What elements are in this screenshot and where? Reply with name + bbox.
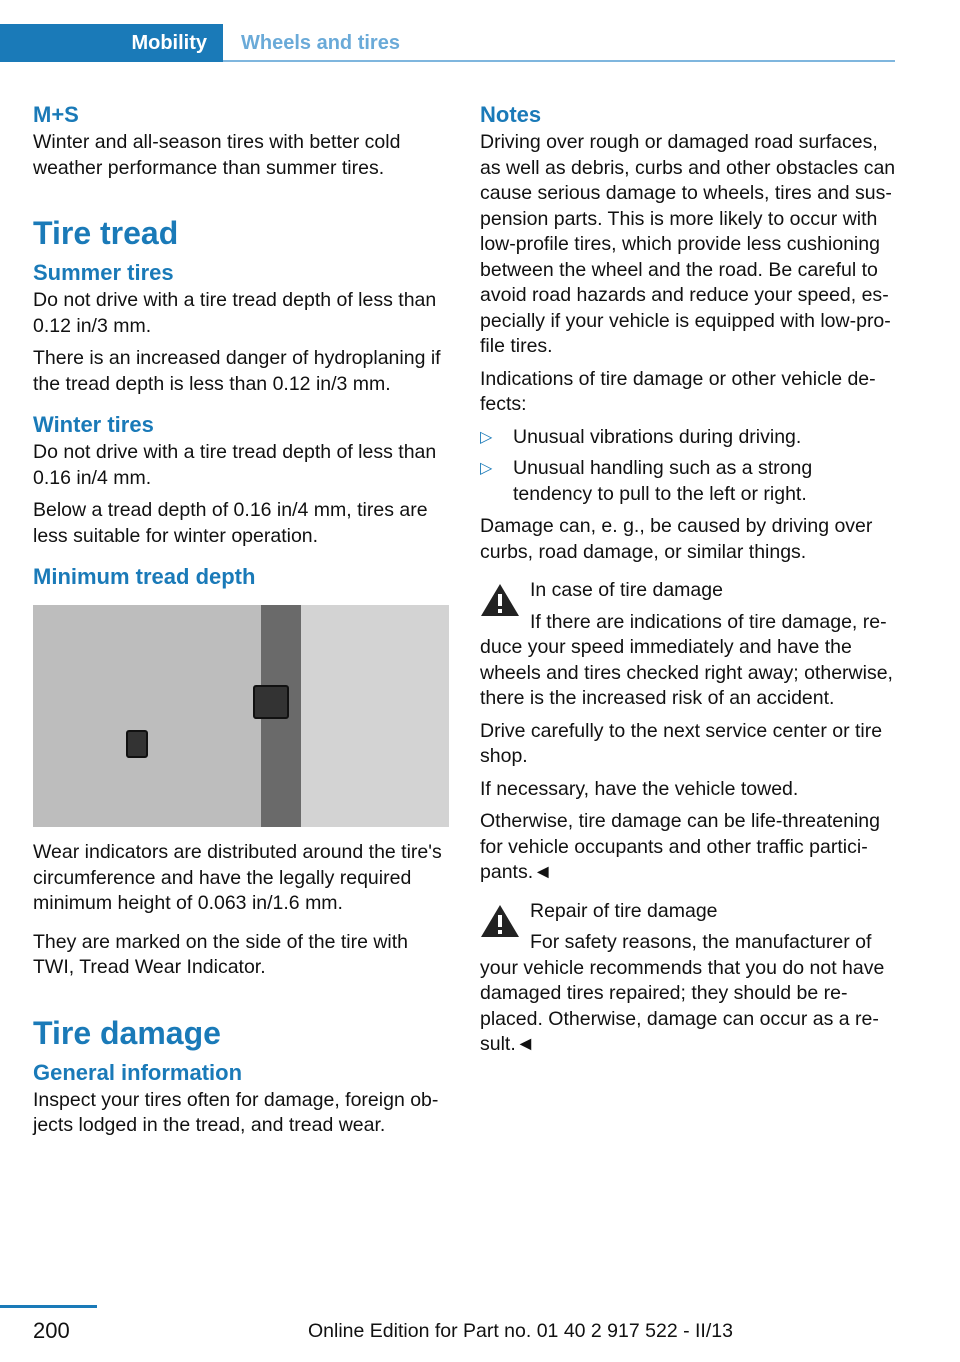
tread-block-area bbox=[33, 605, 263, 827]
warning-tire-repair bbox=[480, 899, 896, 1058]
section-label: Mobility bbox=[131, 31, 207, 54]
summer-p1: Do not drive with a tire tread depth of less than 0.12 in/3 mm. bbox=[33, 289, 437, 337]
warning-text: duce your speed immediately and have the wheels and tires checked right away; otherwise, there is the increased risk of an accident. bbox=[480, 636, 893, 709]
warning-p2: Drive carefully to the next service center or tire shop. bbox=[480, 719, 883, 767]
tread-heading: Tire tread bbox=[33, 215, 179, 251]
edition-text: Online Edition for Part no. 01 40 2 917 522 - II/13 bbox=[308, 1320, 733, 1342]
warning-title: In case of tire damage bbox=[530, 579, 723, 601]
notes-p3: Damage can, e. g., be caused by driving over curbs, road damage, or similar things. bbox=[480, 515, 873, 563]
bullet-triangle-icon: ▷ bbox=[480, 428, 493, 446]
general-heading: General information bbox=[33, 1059, 243, 1085]
list-item bbox=[480, 456, 896, 507]
warning-p4: Otherwise, tire damage can be life-threatening for vehicle occupants and other traffic participants.◄ bbox=[480, 810, 880, 883]
warning-icon bbox=[480, 582, 520, 618]
winter-p2: Below a tread depth of 0.16 in/4 mm, tires are less suitable for winter operation. bbox=[33, 499, 428, 547]
list-item bbox=[480, 425, 896, 451]
chapter-tab bbox=[241, 24, 400, 62]
damage-indications-list bbox=[480, 425, 896, 508]
tread-wear-indicator-image bbox=[33, 605, 449, 827]
ms-text: Winter and all-season tires with better cold weather performance than summer tires. bbox=[33, 131, 401, 179]
winter-p1: Do not drive with a tire tread depth of less than 0.16 in/4 mm. bbox=[33, 441, 437, 489]
header-rule bbox=[223, 60, 895, 62]
warning-line: If there are indications of tire damage, re- bbox=[530, 610, 887, 633]
right-column bbox=[480, 100, 896, 1058]
warning-title: Repair of tire damage bbox=[530, 899, 718, 922]
summer-heading: Summer tires bbox=[33, 260, 174, 285]
list-item-text: Unusual handling such as a strong tendency to pull to the left or right. bbox=[513, 457, 813, 505]
chapter-label: Wheels and tires bbox=[241, 31, 400, 54]
warning-tire-damage bbox=[480, 578, 896, 712]
min-p2: They are marked on the side of the tire with TWI, Tread Wear Indicator. bbox=[33, 930, 409, 978]
wear-indicator-marker bbox=[253, 685, 289, 719]
general-p1: Inspect your tires often for damage, foreign objects lodged in the tread, and tread wear. bbox=[33, 1088, 439, 1136]
warning-line: For safety reasons, the manufacturer of bbox=[530, 931, 872, 953]
section-tab bbox=[0, 24, 223, 62]
page-header bbox=[0, 24, 895, 62]
warning-text: your vehicle recommends that you do not have damaged tires repaired; they should be replaced. Otherwise, damage can occur as a result.◄ bbox=[480, 956, 885, 1055]
footer-rule bbox=[0, 1305, 97, 1308]
warning-icon bbox=[480, 903, 520, 939]
min-tread-heading: Minimum tread depth bbox=[33, 564, 256, 589]
ms-heading: M+S bbox=[33, 102, 79, 127]
left-column bbox=[33, 100, 449, 1139]
page-number: 200 bbox=[33, 1318, 70, 1343]
notes-heading: Notes bbox=[480, 102, 542, 127]
warning-p3: If necessary, have the vehicle towed. bbox=[480, 777, 799, 800]
winter-heading: Winter tires bbox=[33, 412, 154, 437]
summer-p2: There is an increased danger of hydroplaning if the tread depth is less than 0.12 in/3 mm. bbox=[33, 347, 441, 395]
min-p1: Wear indicators are distributed around the tire's circumference and have the legally required minimum height of 0.063 in/1.6 mm. bbox=[33, 841, 442, 914]
notes-p1: Driving over rough or damaged road surfaces, as well as debris, curbs and other obstacles can cause serious damage to wheels, tires and suspension parts. This is more likely to occur with low-profile tires, which provide less cushioning between the wheel and the road. Be careful to avoid road hazards and reduce your speed, especially if your vehicle is equipped with low-profile tires. bbox=[480, 131, 896, 357]
tire-shoulder bbox=[301, 605, 449, 827]
damage-heading: Tire damage bbox=[33, 1014, 221, 1051]
wear-indicator-marker bbox=[126, 730, 148, 758]
bullet-triangle-icon: ▷ bbox=[480, 460, 493, 477]
notes-p2: Indications of tire damage or other vehicle defects: bbox=[480, 367, 876, 415]
list-item-text: Unusual vibrations during driving. bbox=[513, 425, 802, 448]
